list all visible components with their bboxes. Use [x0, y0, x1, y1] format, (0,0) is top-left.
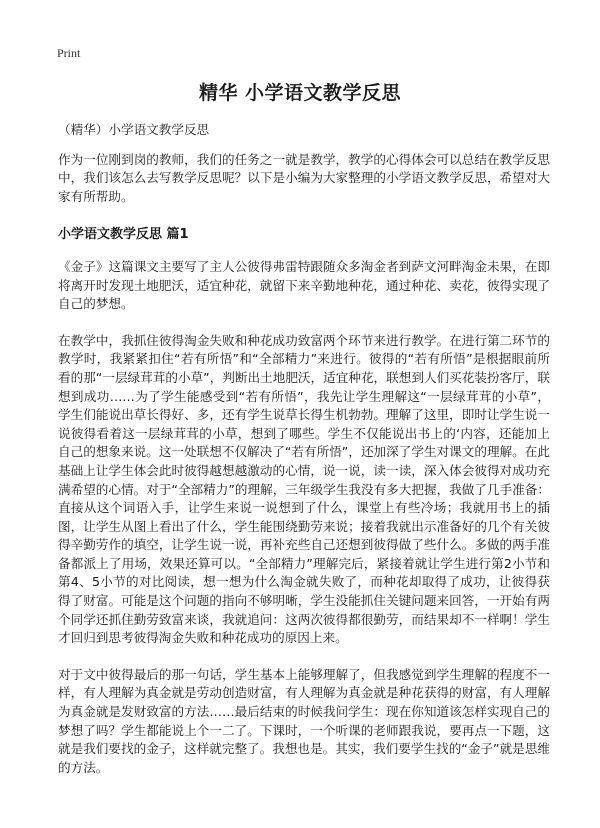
- document-subtitle: （精华）小学语文教学反思: [58, 122, 210, 137]
- print-link[interactable]: Print: [57, 46, 81, 60]
- body-paragraph-3: 对于文中彼得最后的那一句话，学生基本上能够理解了，但我感觉到学生理解的程度不一样，有人理解为真金就是劳动创造财富，有人理解为真金就是种花获得的财富，有人理解为真金就是发财致富的方法……最后结束的时候我问学生：现在你知道该怎样实现自己的梦想了吗？学生都能说上个一二了。下课时，一个听课的老师跟我说，要再点一下题，这就是我们要找的金子，这样就完整了。我想也是。其实，我们要学生找的“金子”就是思维的方法。: [58, 666, 550, 775]
- intro-paragraph: 作为一位刚到岗的教师，我们的任务之一就是教学，教学的心得体会可以总结在教学反思中，我们该怎么去写教学反思呢？以下是小编为大家整理的小学语文教学反思，希望对大家有所帮助。: [58, 151, 550, 204]
- body-paragraph-2: 在教学中，我抓住彼得淘金失败和种花成功致富两个环节来进行教学。在进行第二环节的教学时，我紧紧扣住“若有所悟”和“全部精力”来进行。彼得的“若有所悟”是根据眼前所看的那“一层绿茸茸的小草”，判断出土地肥沃，适宜种花，联想到人们买花装扮客厅，联想到成功……为了学生能感受到“若有所悟”，我先让学生理解这“一层绿茸茸的小草”，学生们能说出草长得好、多，还有学生说草长得生机勃勃。理解了这里，即时让学生说一说彼得看着这一层绿茸茸的小草，想到了哪些。学生不仅能说出书上的‘内容，还能加上自己的想象来说。这一处联想不仅解决了“若有所悟”，还加深了学生对课文的理解。在此基础上让学生体会此时彼得越想越激动的心情，说一说，读一读，深入体会彼得对成功充满希望的心情。对于“全部精力”的理解，三年级学生我没有多大把握，我做了几手准备：直接从这个词语入手，让学生来说一说想到了什么，课堂上有些冷场；我就用书上的插图，让学生从图上看出了什么，学生能围绕勤劳来说；接着我就出示准备好的几个有关彼得辛勤劳作的填空，让学生说一说，再补充些自己还想到彼得做了些什么。多做的两手准备都派上了用场，效果还算可以。“全部精力”理解完后，紧接着就让学生进行第2小节和第4、5小节的对比阅读，想一想为什么淘金就失败了，而种花却取得了成功，让彼得获得了财富。可能是这个问题的指向不够明晰，学生没能抓住关键问题来回答，一开始有两个同学还抓住勤劳致富来谈，我就追问：这两次彼得都很勤劳，而结果却不一样啊！学生才回归到思考彼得淘金失败和种花成功的原因上来。: [58, 332, 550, 646]
- document-title: 精华 小学语文教学反思: [198, 82, 402, 104]
- section-heading: 小学语文教学反思 篇1: [58, 227, 189, 243]
- document-body: [58, 121, 550, 795]
- body-paragraph-1: 《金子》这篇课文主要写了主人公彼得弗雷特跟随众多淘金者到萨文河畔淘金未果，在即将离开时发现土地肥沃，适宜种花，就留下来辛勤地种花，通过种花、卖花，彼得实现了自己的梦想。: [58, 258, 550, 312]
